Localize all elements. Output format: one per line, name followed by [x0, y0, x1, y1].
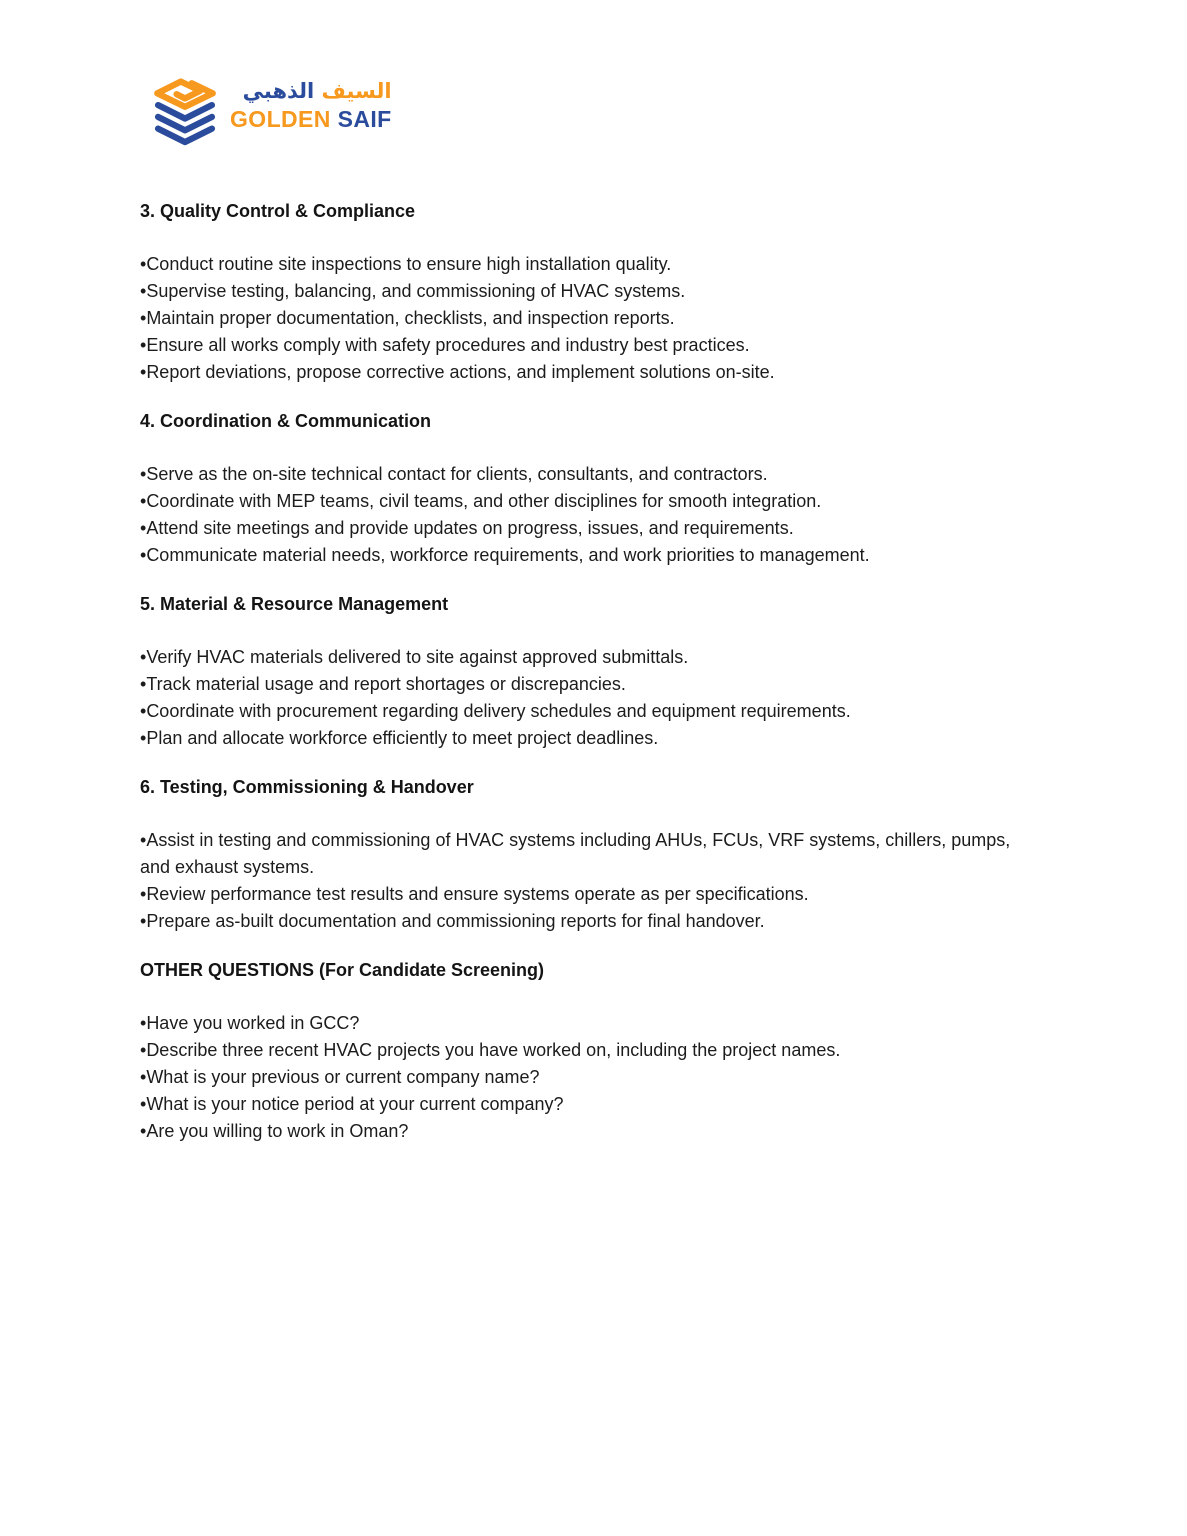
document-content — [140, 198, 1045, 1167]
bullet-item: • Ensure all works comply with safety procedures and industry best practices. — [140, 332, 1045, 359]
logo-text-block — [230, 74, 392, 132]
bullet-item: • Review performance test results and ensure systems operate as per specifications. — [140, 881, 1045, 908]
logo-arabic-word-golden: الذهبي — [242, 79, 315, 103]
bullet-item: • Track material usage and report shortages or discrepancies. — [140, 671, 1045, 698]
bullet-item: • Have you worked in GCC? — [140, 1010, 1045, 1037]
bullet-item: • Describe three recent HVAC projects you have worked on, including the project names. — [140, 1037, 1045, 1064]
bullet-item: • Attend site meetings and provide updates on progress, issues, and requirements. — [140, 515, 1045, 542]
bullet-item: • Maintain proper documentation, checklists, and inspection reports. — [140, 305, 1045, 332]
bullet-item: • Report deviations, propose corrective actions, and implement solutions on-site. — [140, 359, 1045, 386]
logo-word-golden: GOLDEN — [230, 106, 331, 132]
stacked-layers-logo-icon — [146, 74, 224, 148]
bullet-item: • Verify HVAC materials delivered to site against approved submittals. — [140, 644, 1045, 671]
logo-arabic-text — [230, 76, 392, 106]
logo-arabic-word-saif: السيف — [321, 79, 392, 103]
bullet-item: • What is your previous or current company name? — [140, 1064, 1045, 1091]
bullet-item: • Prepare as-built documentation and commissioning reports for final handover. — [140, 908, 1045, 935]
bullet-item: • Supervise testing, balancing, and commissioning of HVAC systems. — [140, 278, 1045, 305]
section-other-questions — [140, 957, 1045, 1145]
section-heading: 6. Testing, Commissioning & Handover — [140, 777, 474, 797]
section-heading: 3. Quality Control & Compliance — [140, 201, 416, 221]
bullet-item: • Plan and allocate workforce efficiently to meet project deadlines. — [140, 725, 1045, 752]
section-testing-commissioning — [140, 774, 1045, 935]
section-material-resource — [140, 591, 1045, 752]
logo-word-saif: SAIF — [337, 106, 392, 132]
logo-english-text — [230, 106, 392, 132]
bullet-item: • Coordinate with MEP teams, civil teams, and other disciplines for smooth integration. — [140, 488, 1045, 515]
bullet-item: • Serve as the on-site technical contact for clients, consultants, and contractors. — [140, 461, 1045, 488]
bullet-item: • Are you willing to work in Oman? — [140, 1118, 1045, 1145]
bullet-item: • Coordinate with procurement regarding delivery schedules and equipment requirements. — [140, 698, 1045, 725]
section-coordination — [140, 408, 1045, 569]
bullet-item: • Communicate material needs, workforce requirements, and work priorities to management. — [140, 542, 1045, 569]
bullet-item: • Assist in testing and commissioning of HVAC systems including AHUs, FCUs, VRF systems, chillers, pumps, and exhaust systems. — [140, 827, 1045, 881]
section-heading: 4. Coordination & Communication — [140, 411, 431, 431]
bullet-item: • What is your notice period at your current company? — [140, 1091, 1045, 1118]
bullet-item: • Conduct routine site inspections to ensure high installation quality. — [140, 251, 1045, 278]
section-quality-control — [140, 198, 1045, 386]
golden-saif-logo — [146, 74, 392, 148]
section-heading: OTHER QUESTIONS (For Candidate Screening) — [140, 960, 545, 980]
section-heading: 5. Material & Resource Management — [140, 594, 449, 614]
